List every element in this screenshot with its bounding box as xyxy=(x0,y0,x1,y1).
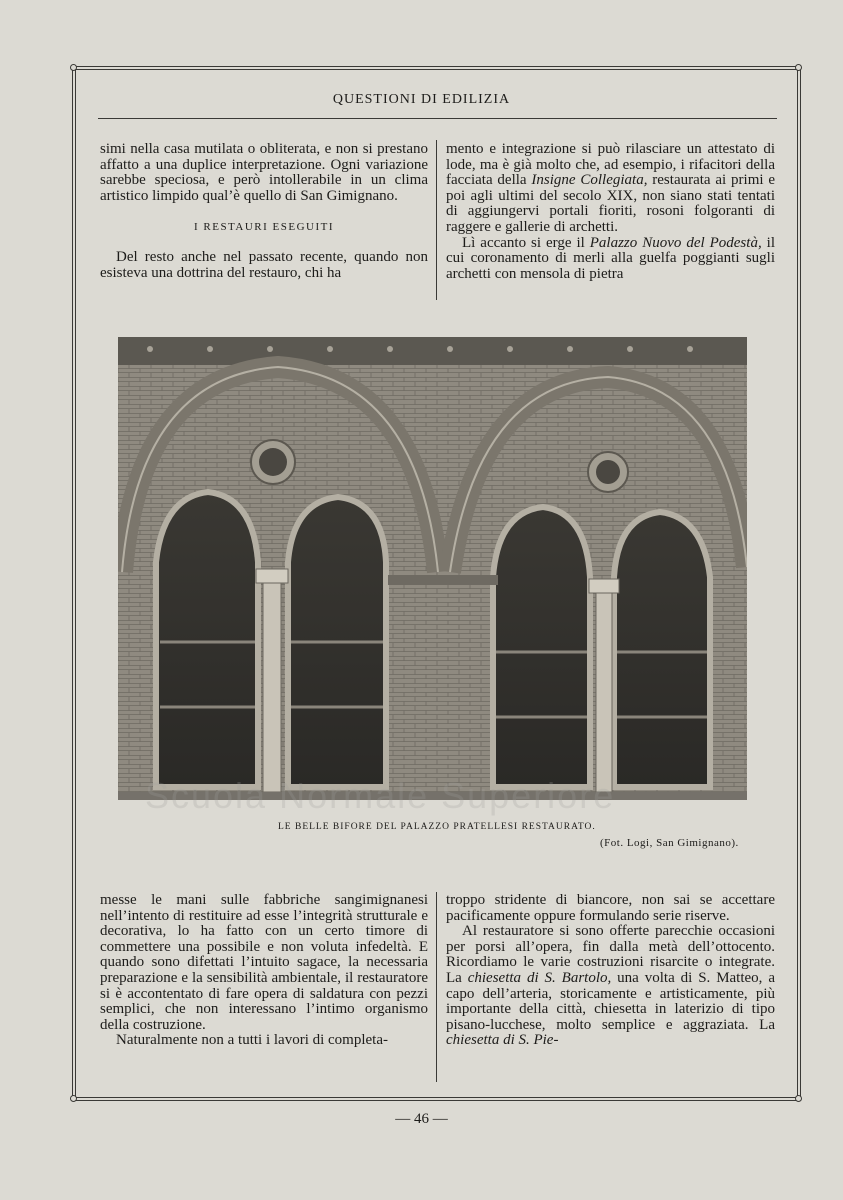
column-divider xyxy=(436,892,437,1082)
italic-run: Insigne Collegiata, xyxy=(531,172,648,189)
top-left-column xyxy=(100,142,428,281)
bottom-frame-rule xyxy=(76,1097,799,1101)
paragraph xyxy=(446,142,775,236)
paragraph xyxy=(446,236,775,283)
photograph-bifore xyxy=(118,337,747,800)
text-run: il cui coronamento di merli alla guelfa poggianti sugli archetti con mensola di pietra xyxy=(446,234,775,282)
paragraph: simi nella casa mutilata o obliterata, e non si prestano affatto a una duplice interpretazione. Ogni variazione sarebbe speciosa, e però intollerabile in un clima artistico limpido qual’è quello di San Gimignano. xyxy=(100,141,428,204)
corner-ornament xyxy=(795,1095,802,1102)
running-header: QUESTIONI DI EDILIZIA xyxy=(332,92,511,107)
corner-ornament xyxy=(795,64,802,71)
text-run: una volta di S. Matteo, a capo dell’arteria, storicamente e artisticamente, più importante della città, chiesetta in laterizio di tipo pisano-lucchese, molto semplice e aggraziata. La xyxy=(446,969,775,1033)
top-right-column xyxy=(446,142,775,282)
paragraph: messe le mani sulle fabbriche sangimignanesi nell’intento di restituire ad esse l’integrità strutturale e decorativa, lo ha fatto con un certo timore di commettere una possibile e non voluta infedeltà. E quando sono difettati l’intuito sagace, la necessaria preparazione e la sensibilità ambientale, il restauratore si è accontentato di fare opera di saldatura con pezzi semplici, che non interessano l’intimo organismo della costruzione. xyxy=(100,892,428,1033)
page-number: — 46 — xyxy=(395,1111,448,1127)
text-run: restaurata ai primi e poi agli ultimi del secolo XIX, non siano stati tentati di aggiungervi portali fioriti, rosoni folgoranti di raggere e gallerie di archetti. xyxy=(446,172,775,235)
bottom-right-column xyxy=(446,893,775,1049)
italic-run: chiesetta di S. Pie- xyxy=(446,1032,559,1049)
left-frame-rule xyxy=(72,70,76,1097)
corner-ornament xyxy=(70,1095,77,1102)
paragraph xyxy=(446,924,775,1049)
text-run: Al restauratore si sono offerte parecchie occasioni per porsi all’opera, fin dalla metà dell’ottocento. Ricordiamo le varie costruzioni risarcite o integrate. La xyxy=(446,923,775,986)
text-run: Lì accanto si erge il xyxy=(462,234,590,251)
top-frame-rule xyxy=(76,66,799,70)
column-divider xyxy=(436,140,437,300)
photo-credit: (Fot. Logi, San Gimignano). xyxy=(600,837,739,849)
paragraph: troppo stridente di biancore, non sai se accettare pacificamente oppure formulando serie riserve. xyxy=(446,892,775,924)
right-frame-rule xyxy=(797,70,801,1097)
header-underline xyxy=(98,118,777,119)
watermark: Scuola Normale Superiore xyxy=(145,775,616,816)
bottom-left-column xyxy=(100,893,428,1049)
figure-caption: LE BELLE BIFORE DEL PALAZZO PRATELLESI RESTAURATO. xyxy=(278,822,596,832)
italic-run: chiesetta di S. Bartolo, xyxy=(467,969,612,986)
paragraph: Del resto anche nel passato recente, quando non esisteva una dottrina del restauro, chi ha xyxy=(100,248,428,281)
section-heading: I RESTAURI ESEGUITI xyxy=(193,221,335,234)
italic-run: Palazzo Nuovo del Podestà, xyxy=(589,234,762,251)
text-run: mento e integrazione si può rilasciare un attestato di lode, ma è già molto che, ad esempio, i rifacitori della facciata della xyxy=(446,141,775,189)
paragraph: Naturalmente non a tutti i lavori di completa- xyxy=(116,1032,388,1049)
corner-ornament xyxy=(70,64,77,71)
